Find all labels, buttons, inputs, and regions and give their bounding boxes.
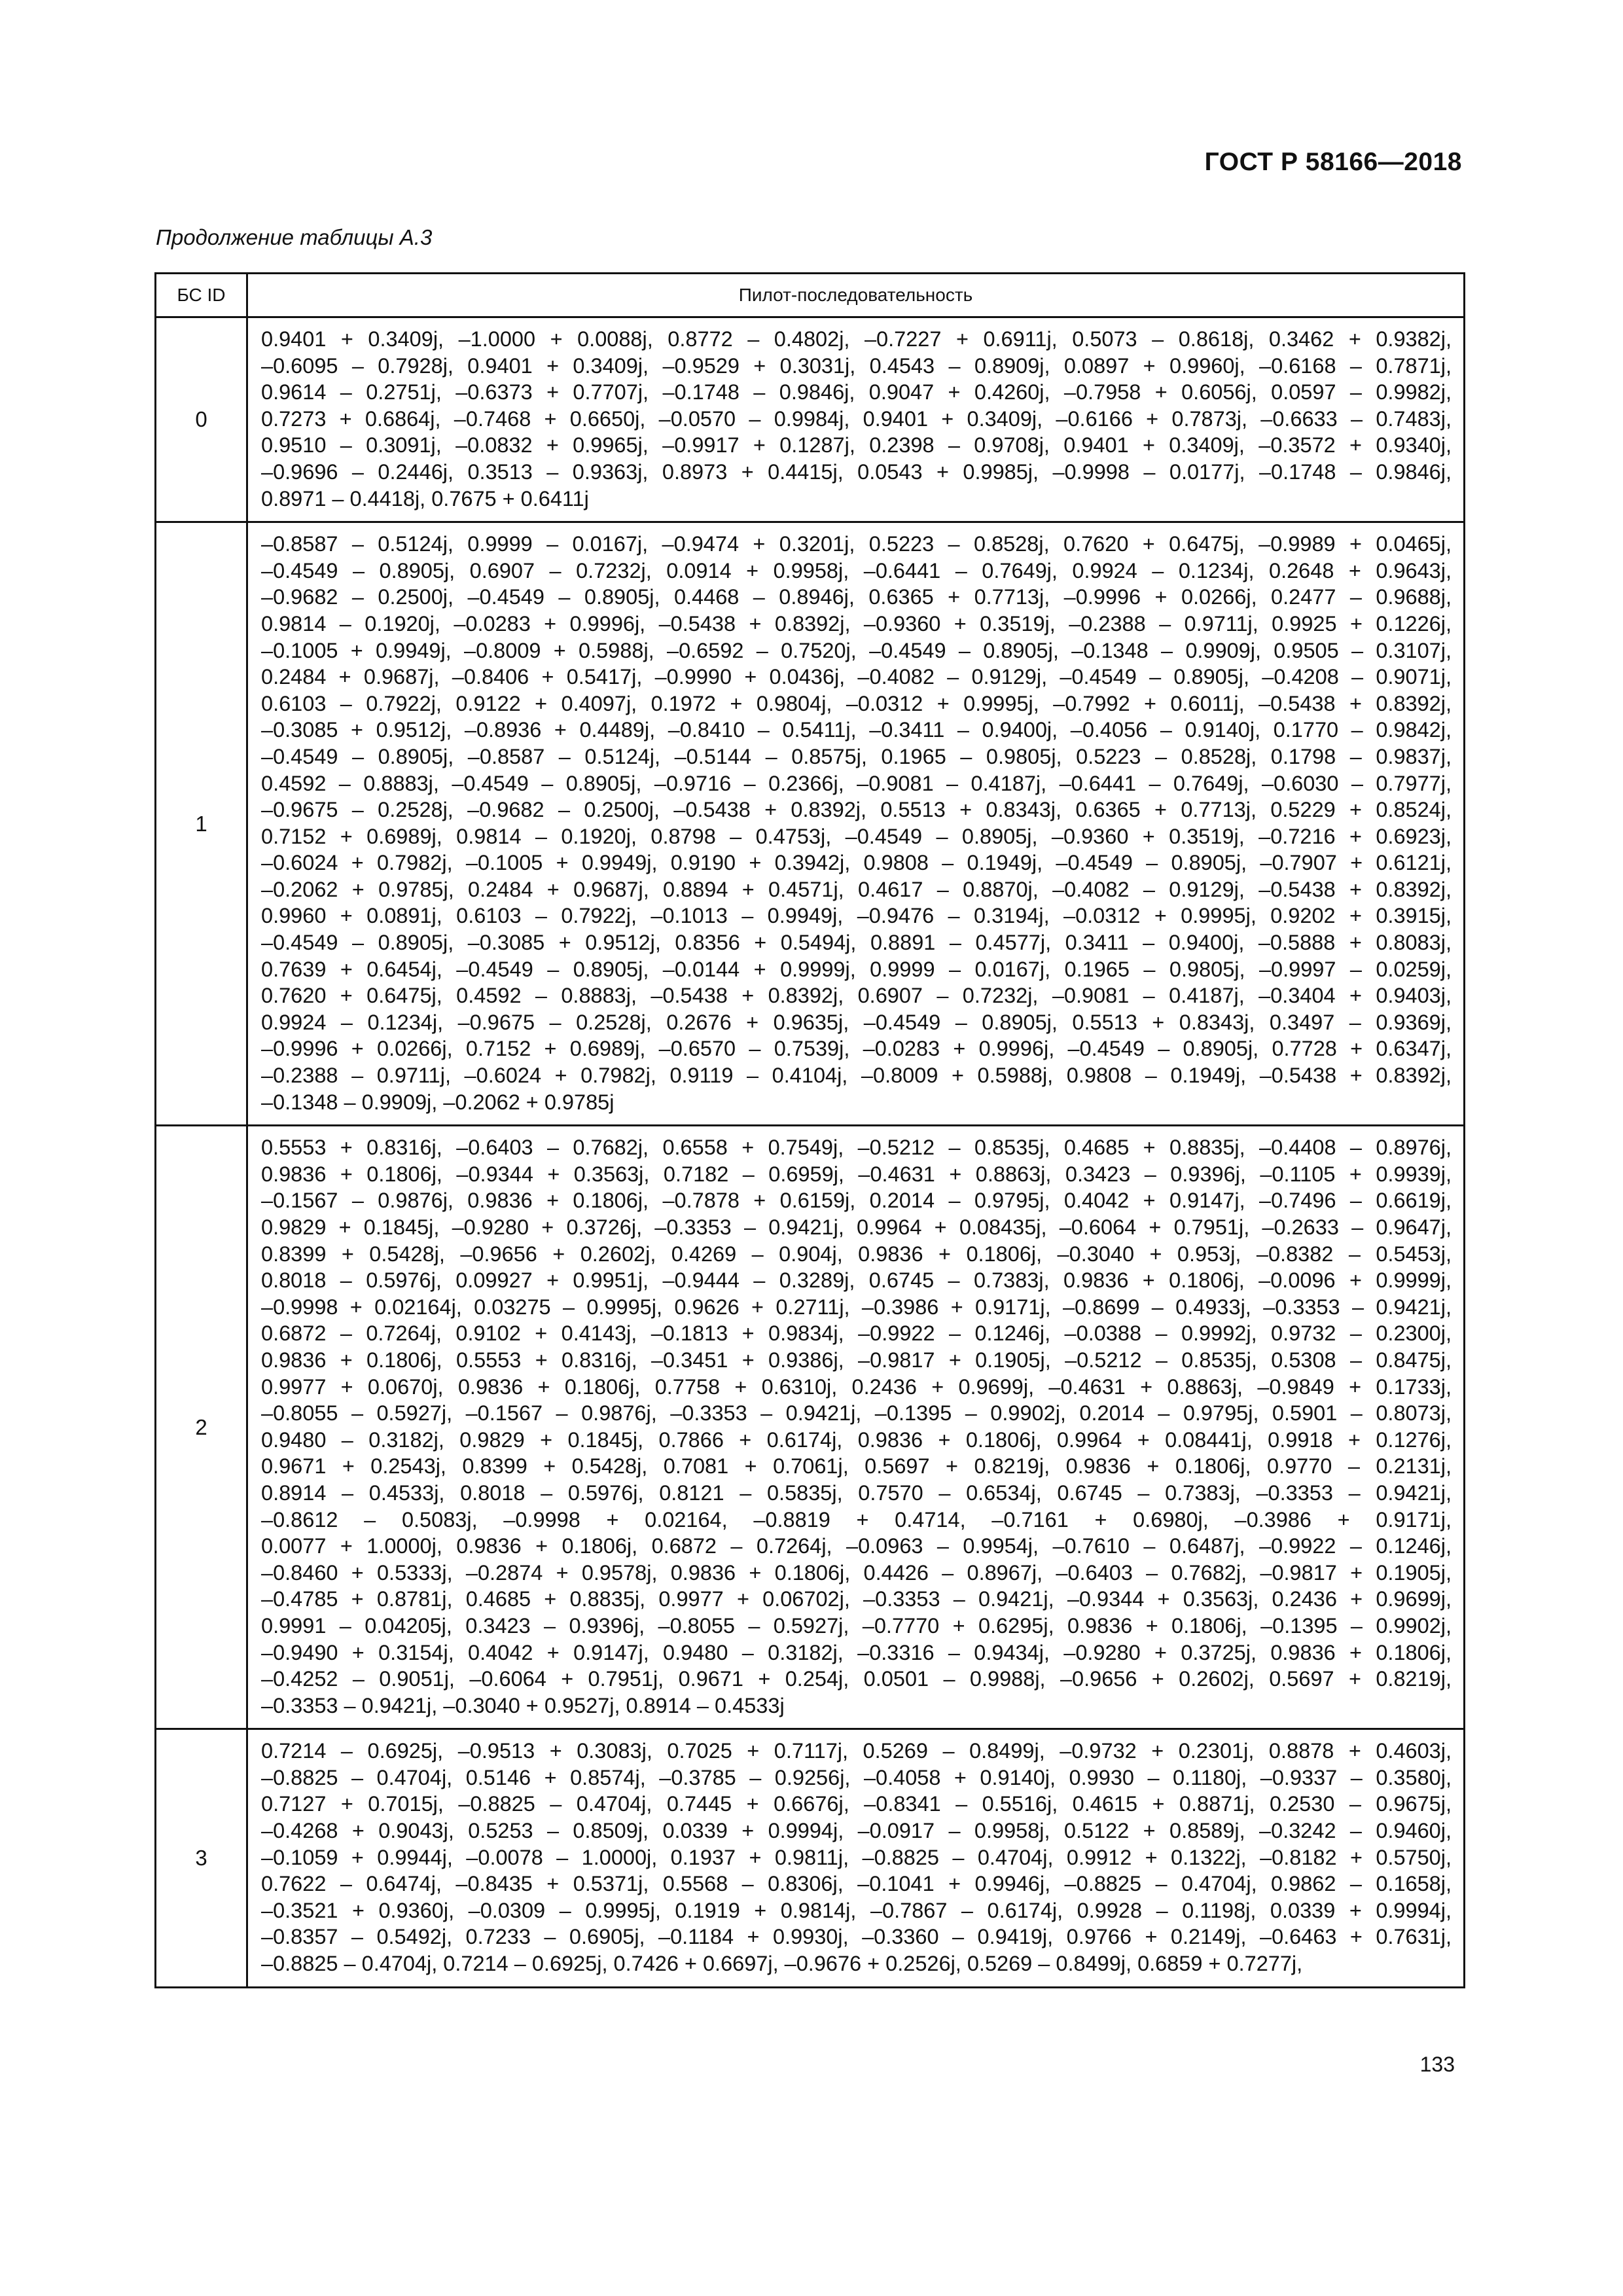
sequence-line: 0.8914 – 0.4533j, 0.8018 – 0.5976j, 0.8121 – 0.5835j, 0.7570 – 0.6534j, 0.6745 – 0.7383j, –0.3353 – 0.9421j,	[261, 1480, 1452, 1505]
sequence-line: –0.8357 – 0.5492j, 0.7233 – 0.6905j, –0.1184 + 0.9930j, –0.3360 – 0.9419j, 0.9766 + 0.2149j, –0.6463 + 0.7631j,	[261, 1925, 1452, 1949]
sequence-line: –0.4785 + 0.8781j, 0.4685 + 0.8835j, 0.9977 + 0.06702j, –0.3353 – 0.9421j, –0.9344 + 0.3563j, 0.2436 + 0.9699j,	[261, 1587, 1452, 1611]
table-caption: Продолжение таблицы А.3	[156, 225, 433, 249]
sequence-line: –0.2062 + 0.9785j, 0.2484 + 0.9687j, 0.8894 + 0.4571j, 0.4617 – 0.8870j, –0.4082 – 0.9129j, –0.5438 + 0.8392j,	[261, 877, 1452, 901]
sequence-line: –0.6024 + 0.7982j, –0.1005 + 0.9949j, 0.9190 + 0.3942j, 0.9808 – 0.1949j, –0.4549 – 0.8905j, –0.7907 + 0.6121j,	[261, 851, 1452, 875]
bs-id-cell: 0	[156, 317, 247, 522]
sequence-line: –0.4549 – 0.8905j, –0.8587 – 0.5124j, –0.5144 – 0.8575j, 0.1965 – 0.9805j, 0.5223 – 0.8528j, 0.1798 – 0.9837j,	[261, 744, 1452, 768]
sequence-line: 0.6103 – 0.7922j, 0.9122 + 0.4097j, 0.1972 + 0.9804j, –0.0312 + 0.9995j, –0.7992 + 0.6011j, –0.5438 + 0.8392j,	[261, 691, 1452, 715]
sequence-line: –0.4252 – 0.9051j, –0.6064 + 0.7951j, 0.9671 + 0.254j, 0.0501 – 0.9988j, –0.9656 + 0.2602j, 0.5697 + 0.8219j,	[261, 1667, 1452, 1691]
bs-id-cell: 2	[156, 1126, 247, 1729]
sequence-line: –0.9996 + 0.0266j, 0.7152 + 0.6989j, –0.6570 – 0.7539j, –0.0283 + 0.9996j, –0.4549 – 0.8905j, 0.7728 + 0.6347j,	[261, 1037, 1452, 1061]
sequence-line: 0.8018 – 0.5976j, 0.09927 + 0.9951j, –0.9444 – 0.3289j, 0.6745 – 0.7383j, 0.9836 + 0.1806j, –0.0096 + 0.9999j,	[261, 1268, 1452, 1293]
sequence-line: –0.3085 + 0.9512j, –0.8936 + 0.4489j, –0.8410 – 0.5411j, –0.3411 – 0.9400j, –0.4056 – 0.9140j, 0.1770 – 0.9842j,	[261, 718, 1452, 742]
sequence-line: –0.4268 + 0.9043j, 0.5253 – 0.8509j, 0.0339 + 0.9994j, –0.0917 – 0.9958j, 0.5122 + 0.8589j, –0.3242 – 0.9460j,	[261, 1819, 1452, 1843]
sequence-line: 0.7622 – 0.6474j, –0.8435 + 0.5371j, 0.5568 – 0.8306j, –0.1041 + 0.9946j, –0.8825 – 0.4704j, 0.9862 – 0.1658j,	[261, 1872, 1452, 1896]
sequence-line: –0.8460 + 0.5333j, –0.2874 + 0.9578j, 0.9836 + 0.1806j, 0.4426 – 0.8967j, –0.6403 – 0.7682j, –0.9817 + 0.1905j,	[261, 1560, 1452, 1585]
sequence-line: 0.4592 – 0.8883j, –0.4549 – 0.8905j, –0.9716 – 0.2366j, –0.9081 – 0.4187j, –0.6441 – 0.7649j, –0.6030 – 0.7977j,	[261, 771, 1452, 795]
sequence-line: –0.3521 + 0.9360j, –0.0309 – 0.9995j, 0.1919 + 0.9814j, –0.7867 – 0.6174j, 0.9928 – 0.1198j, 0.0339 + 0.9994j,	[261, 1898, 1452, 1922]
sequence-line: 0.9829 + 0.1845j, –0.9280 + 0.3726j, –0.3353 – 0.9421j, 0.9964 + 0.08435j, –0.6064 + 0.7951j, –0.2633 – 0.9647j,	[261, 1215, 1452, 1239]
sequence-line: –0.9675 – 0.2528j, –0.9682 – 0.2500j, –0.5438 + 0.8392j, 0.5513 + 0.8343j, 0.6365 + 0.7713j, 0.5229 + 0.8524j,	[261, 798, 1452, 822]
pilot-sequence-cell	[247, 522, 1465, 1126]
table-row	[156, 1126, 1465, 1729]
sequence-line: –0.9696 – 0.2446j, 0.3513 – 0.9363j, 0.8973 + 0.4415j, 0.0543 + 0.9985j, –0.9998 – 0.0177j, –0.1748 – 0.9846j,	[261, 459, 1452, 484]
sequence-line: 0.9671 + 0.2543j, 0.8399 + 0.5428j, 0.7081 + 0.7061j, 0.5697 + 0.8219j, 0.9836 + 0.1806j, 0.9770 – 0.2131j,	[261, 1454, 1452, 1479]
sequence-line: 0.7639 + 0.6454j, –0.4549 – 0.8905j, –0.0144 + 0.9999j, 0.9999 – 0.0167j, 0.1965 – 0.9805j, –0.9997 – 0.0259j,	[261, 957, 1452, 981]
sequence-line: –0.4549 – 0.8905j, –0.3085 + 0.9512j, 0.8356 + 0.5494j, 0.8891 – 0.4577j, 0.3411 – 0.9400j, –0.5888 + 0.8083j,	[261, 931, 1452, 955]
bs-id-cell: 3	[156, 1729, 247, 1987]
table-row	[156, 522, 1465, 1126]
sequence-line: 0.9401 + 0.3409j, –1.0000 + 0.0088j, 0.8772 – 0.4802j, –0.7227 + 0.6911j, 0.5073 – 0.8618j, 0.3462 + 0.9382j,	[261, 327, 1452, 351]
sequence-line: –0.9998 + 0.02164j, 0.03275 – 0.9995j, 0.9626 + 0.2711j, –0.3986 + 0.9171j, –0.8699 – 0.4933j, –0.3353 – 0.9421j,	[261, 1295, 1452, 1319]
sequence-line: 0.8971 – 0.4418j, 0.7675 + 0.6411j	[261, 486, 589, 511]
sequence-line: 0.9960 + 0.0891j, 0.6103 – 0.7922j, –0.1013 – 0.9949j, –0.9476 – 0.3194j, –0.0312 + 0.9995j, 0.9202 + 0.3915j,	[261, 904, 1452, 928]
page-number: 133	[1419, 2053, 1455, 2076]
sequence-line: 0.9480 – 0.3182j, 0.9829 + 0.1845j, 0.7866 + 0.6174j, 0.9836 + 0.1806j, 0.9964 + 0.08441j, 0.9918 + 0.1276j,	[261, 1427, 1452, 1452]
document-code: ГОСТ Р 58166—2018	[1204, 148, 1462, 176]
table-row	[156, 317, 1465, 522]
sequence-line: 0.9510 – 0.3091j, –0.0832 + 0.9965j, –0.9917 + 0.1287j, 0.2398 – 0.9708j, 0.9401 + 0.3409j, –0.3572 + 0.9340j,	[261, 433, 1452, 457]
header-bs-id: БС ID	[156, 274, 247, 317]
sequence-line: 0.9991 – 0.04205j, 0.3423 – 0.9396j, –0.8055 – 0.5927j, –0.7770 + 0.6295j, 0.9836 + 0.1806j, –0.1395 – 0.9902j,	[261, 1613, 1452, 1638]
sequence-line: –0.1059 + 0.9944j, –0.0078 – 1.0000j, 0.1937 + 0.9811j, –0.8825 – 0.4704j, 0.9912 + 0.1322j, –0.8182 + 0.5750j,	[261, 1845, 1452, 1869]
sequence-line: 0.2484 + 0.9687j, –0.8406 + 0.5417j, –0.9990 + 0.0436j, –0.4082 – 0.9129j, –0.4549 – 0.8905j, –0.4208 – 0.9071j,	[261, 665, 1452, 689]
bs-id-cell: 1	[156, 522, 247, 1126]
sequence-line: –0.1348 – 0.9909j, –0.2062 + 0.9785j	[261, 1090, 615, 1114]
sequence-line: –0.8825 – 0.4704j, 0.5146 + 0.8574j, –0.3785 – 0.9256j, –0.4058 + 0.9140j, 0.9930 – 0.1180j, –0.9337 – 0.3580j,	[261, 1765, 1452, 1789]
sequence-line: 0.7620 + 0.6475j, 0.4592 – 0.8883j, –0.5438 + 0.8392j, 0.6907 – 0.7232j, –0.9081 – 0.4187j, –0.3404 + 0.9403j,	[261, 984, 1452, 1008]
table-row	[156, 1729, 1465, 1987]
sequence-line: 0.6872 – 0.7264j, 0.9102 + 0.4143j, –0.1813 + 0.9834j, –0.9922 – 0.1246j, –0.0388 – 0.9992j, 0.9732 – 0.2300j,	[261, 1321, 1452, 1346]
pilot-sequence-cell	[247, 1729, 1465, 1987]
sequence-line: –0.2388 – 0.9711j, –0.6024 + 0.7982j, 0.9119 – 0.4104j, –0.8009 + 0.5988j, 0.9808 – 0.1949j, –0.5438 + 0.8392j,	[261, 1064, 1452, 1088]
sequence-line: –0.1567 – 0.9876j, 0.9836 + 0.1806j, –0.7878 + 0.6159j, 0.2014 – 0.9795j, 0.4042 + 0.9147j, –0.7496 – 0.6619j,	[261, 1189, 1452, 1213]
pilot-sequence-cell	[247, 317, 1465, 522]
pilot-sequence-table	[154, 272, 1465, 1988]
sequence-line: 0.9814 – 0.1920j, –0.0283 + 0.9996j, –0.5438 + 0.8392j, –0.9360 + 0.3519j, –0.2388 – 0.9711j, 0.9925 + 0.1226j,	[261, 611, 1452, 636]
sequence-line: 0.9836 + 0.1806j, –0.9344 + 0.3563j, 0.7182 – 0.6959j, –0.4631 + 0.8863j, 0.3423 – 0.9396j, –0.1105 + 0.9939j,	[261, 1162, 1452, 1186]
sequence-line: –0.8055 – 0.5927j, –0.1567 – 0.9876j, –0.3353 – 0.9421j, –0.1395 – 0.9902j, 0.2014 – 0.9795j, 0.5901 – 0.8073j,	[261, 1401, 1452, 1426]
sequence-line: –0.9682 – 0.2500j, –0.4549 – 0.8905j, 0.4468 – 0.8946j, 0.6365 + 0.7713j, –0.9996 + 0.0266j, 0.2477 – 0.9688j,	[261, 585, 1452, 609]
sequence-line: 0.8399 + 0.5428j, –0.9656 + 0.2602j, 0.4269 – 0.904j, 0.9836 + 0.1806j, –0.3040 + 0.953j, –0.8382 – 0.5453j,	[261, 1242, 1452, 1266]
sequence-line: 0.7127 + 0.7015j, –0.8825 – 0.4704j, 0.7445 + 0.6676j, –0.8341 – 0.5516j, 0.4615 + 0.8871j, 0.2530 – 0.9675j,	[261, 1792, 1452, 1816]
sequence-line: –0.8587 – 0.5124j, 0.9999 – 0.0167j, –0.9474 + 0.3201j, 0.5223 – 0.8528j, 0.7620 + 0.6475j, –0.9989 + 0.0465j,	[261, 532, 1452, 556]
pilot-sequence-cell	[247, 1126, 1465, 1729]
sequence-line: 0.7214 – 0.6925j, –0.9513 + 0.3083j, 0.7025 + 0.7117j, 0.5269 – 0.8499j, –0.9732 + 0.2301j, 0.8878 + 0.4603j,	[261, 1739, 1452, 1763]
sequence-line: 0.7273 + 0.6864j, –0.7468 + 0.6650j, –0.0570 – 0.9984j, 0.9401 + 0.3409j, –0.6166 + 0.7873j, –0.6633 – 0.7483j,	[261, 406, 1452, 431]
table-body	[156, 317, 1465, 1988]
sequence-line: 0.9977 + 0.0670j, 0.9836 + 0.1806j, 0.7758 + 0.6310j, 0.2436 + 0.9699j, –0.4631 + 0.8863j, –0.9849 + 0.1733j,	[261, 1374, 1452, 1399]
sequence-line: 0.7152 + 0.6989j, 0.9814 – 0.1920j, 0.8798 – 0.4753j, –0.4549 – 0.8905j, –0.9360 + 0.3519j, –0.7216 + 0.6923j,	[261, 824, 1452, 848]
sequence-line: –0.3353 – 0.9421j, –0.3040 + 0.9527j, 0.8914 – 0.4533j	[261, 1693, 785, 1717]
sequence-line: –0.9490 + 0.3154j, 0.4042 + 0.9147j, 0.9480 – 0.3182j, –0.3316 – 0.9434j, –0.9280 + 0.3725j, 0.9836 + 0.1806j,	[261, 1640, 1452, 1664]
sequence-line: 0.5553 + 0.8316j, –0.6403 – 0.7682j, 0.6558 + 0.7549j, –0.5212 – 0.8535j, 0.4685 + 0.8835j, –0.4408 – 0.8976j,	[261, 1136, 1452, 1160]
sequence-line: 0.9836 + 0.1806j, 0.5553 + 0.8316j, –0.3451 + 0.9386j, –0.9817 + 0.1905j, –0.5212 – 0.8535j, 0.5308 – 0.8475j,	[261, 1348, 1452, 1372]
header-pilot-sequence: Пилот-последовательность	[247, 274, 1465, 317]
sequence-line: –0.8825 – 0.4704j, 0.7214 – 0.6925j, 0.7426 + 0.6697j, –0.9676 + 0.2526j, 0.5269 – 0.8499j, 0.6859 + 0.7277j,	[261, 1952, 1303, 1976]
sequence-line: –0.4549 – 0.8905j, 0.6907 – 0.7232j, 0.0914 + 0.9958j, –0.6441 – 0.7649j, 0.9924 – 0.1234j, 0.2648 + 0.9643j,	[261, 558, 1452, 583]
sequence-line: –0.8612 – 0.5083j, –0.9998 + 0.02164, –0.8819 + 0.4714, –0.7161 + 0.6980j, –0.3986 + 0.9171j,	[261, 1507, 1452, 1532]
sequence-line: –0.6095 – 0.7928j, 0.9401 + 0.3409j, –0.9529 + 0.3031j, 0.4543 – 0.8909j, 0.0897 + 0.9960j, –0.6168 – 0.7871j,	[261, 353, 1452, 378]
sequence-line: 0.9614 – 0.2751j, –0.6373 + 0.7707j, –0.1748 – 0.9846j, 0.9047 + 0.4260j, –0.7958 + 0.6056j, 0.0597 – 0.9982j,	[261, 380, 1452, 404]
sequence-line: 0.9924 – 0.1234j, –0.9675 – 0.2528j, 0.2676 + 0.9635j, –0.4549 – 0.8905j, 0.5513 + 0.8343j, 0.3497 – 0.9369j,	[261, 1010, 1452, 1034]
sequence-line: –0.1005 + 0.9949j, –0.8009 + 0.5988j, –0.6592 – 0.7520j, –0.4549 – 0.8905j, –0.1348 – 0.9909j, 0.9505 – 0.3107j,	[261, 638, 1452, 662]
sequence-line: 0.0077 + 1.0000j, 0.9836 + 0.1806j, 0.6872 – 0.7264j, –0.0963 – 0.9954j, –0.7610 – 0.6487j, –0.9922 – 0.1246j,	[261, 1534, 1452, 1558]
table-header-row	[156, 274, 1465, 317]
